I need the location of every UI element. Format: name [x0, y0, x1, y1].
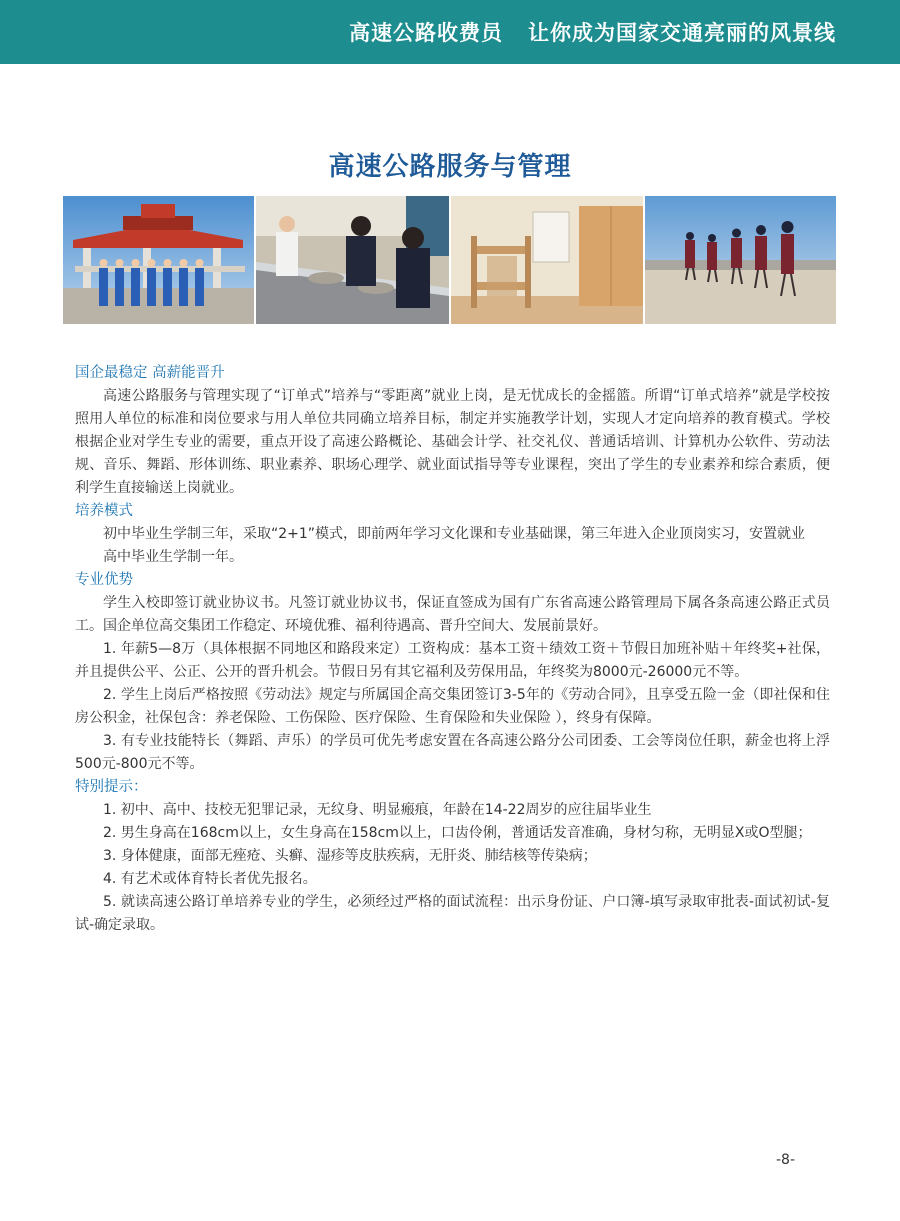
- list-item: 1. 年薪5—8万（具体根据不同地区和路段来定）工资构成：基本工资＋绩效工资＋节假日加班补贴＋年终奖+社保，并且提供公平、公正、公开的晋升机会。节假日另有其它福利及劳保用品，年终奖为8000元-26000元不等。: [75, 641, 830, 680]
- list-item: 4. 有艺术或体育特长者优先报名。: [103, 871, 317, 887]
- list-item: 3. 身体健康，面部无痤疮、头癣、湿疹等皮肤疾病，无肝炎、肺结核等传染病；: [103, 848, 597, 864]
- section-heading-training-mode: 培养模式: [75, 503, 133, 519]
- page-title: 高速公路服务与管理: [328, 152, 572, 182]
- article-body: [75, 362, 830, 937]
- header-band: [0, 0, 900, 64]
- list-item: 2. 男生身高在168cm以上，女生身高在158cm以上，口齿伶俐，普通话发音准确，身材匀称，无明显X或O型腿；: [103, 825, 812, 841]
- paragraph-order-training: 高速公路服务与管理实现了“订单式”培养与“零距离”就业上岗，是无忧成长的金摇篮。所谓“订单式培养”就是学校按照用人单位的标准和岗位要求与用人单位共同确立培养目标，制定并实施教学计划，实现人才定向培养的教育模式。学校根据企业对学生专业的需要，重点开设了高速公路概论、基础会计学、社交礼仪、普通话培训、计算机办公软件、劳动法规、音乐、舞蹈、形体训练、职业素养、职场心理学、就业面试指导等专业课程，突出了学生的专业素养和综合素质，便利学生直接输送上岗就业。: [75, 388, 830, 496]
- list-item: 5. 就读高速公路订单培养专业的学生，必须经过严格的面试流程：出示身份证、户口簿-填写录取审批表-面试初试-复试-确定录取。: [75, 894, 830, 933]
- photo-strip: [63, 196, 836, 324]
- list-item: 3. 有专业技能特长（舞蹈、声乐）的学员可优先考虑安置在各高速公路分公司团委、工会等岗位任职，薪金也将上浮500元-800元不等。: [75, 733, 830, 772]
- paragraph-senior-program: 高中毕业生学制一年。: [103, 549, 243, 565]
- paragraph-employment-agreement: 学生入校即签订就业协议书。凡签订就业协议书，保证直签成为国有广东省高速公路管理局下属各条高速公路正式员工。国企单位高交集团工作稳定、环境优雅、福利待遇高、晋升空间大、发展前景好。: [75, 595, 830, 634]
- paragraph-junior-program: 初中毕业生学制三年，采取“2+1”模式，即前两年学习文化课和专业基础课，第三年进入企业顶岗实习，安置就业: [103, 526, 806, 542]
- photo-canteen: [256, 196, 449, 324]
- section-heading-state-enterprise: 国企最稳定 高薪能晋升: [75, 365, 225, 381]
- photo-staff-marching: [645, 196, 836, 324]
- section-heading-advantages: 专业优势: [75, 572, 133, 588]
- photo-toll-station: [63, 196, 254, 324]
- page-number: -8-: [776, 1152, 796, 1168]
- header-title: 高速公路收费员 让你成为国家交通亮丽的风景线: [349, 21, 836, 45]
- list-item: 1. 初中、高中、技校无犯罪记录，无纹身、明显瘢痕，年龄在14-22周岁的应往届毕业生: [103, 802, 652, 818]
- section-heading-special-notes: 特别提示：: [75, 779, 148, 795]
- list-item: 2. 学生上岗后严格按照《劳动法》规定与所属国企高交集团签订3-5年的《劳动合同》，且享受五险一金（即社保和住房公积金，社保包含：养老保险、工伤保险、医疗保险、生育保险和失业保险 ），终身有保障。: [75, 687, 830, 726]
- photo-dormitory: [451, 196, 643, 324]
